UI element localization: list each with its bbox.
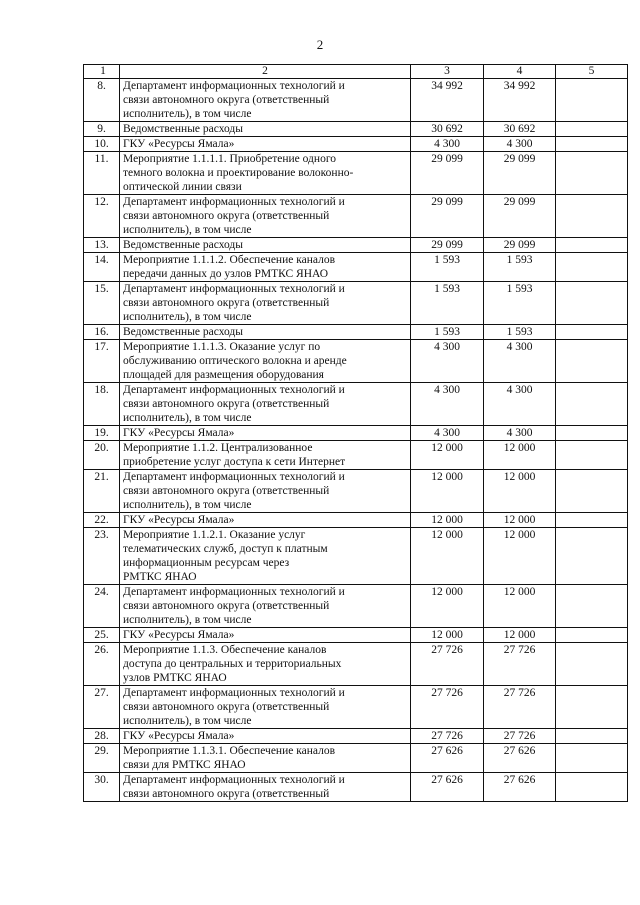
table-row xyxy=(84,470,628,513)
row-number: 25. xyxy=(84,628,120,643)
row-value-col5 xyxy=(556,643,628,686)
description-line: Мероприятие 1.1.1.3. Оказание услуг по xyxy=(123,341,321,353)
description-line: исполнитель), в том числе xyxy=(123,715,252,727)
row-number: 18. xyxy=(84,383,120,426)
row-value-col5 xyxy=(556,528,628,585)
row-description xyxy=(120,137,411,152)
table-header-row xyxy=(84,65,628,79)
table-row xyxy=(84,152,628,195)
row-description xyxy=(120,79,411,122)
row-number: 14. xyxy=(84,253,120,282)
row-value-col3: 4 300 xyxy=(411,137,484,152)
row-value-col5 xyxy=(556,441,628,470)
row-number: 29. xyxy=(84,744,120,773)
description-line: Мероприятие 1.1.1.1. Приобретение одного xyxy=(123,153,336,165)
table-row xyxy=(84,744,628,773)
table-row xyxy=(84,585,628,628)
table-row xyxy=(84,426,628,441)
row-value-col4: 27 726 xyxy=(484,729,556,744)
description-line: узлов РМТКС ЯНАО xyxy=(123,672,227,684)
row-number: 17. xyxy=(84,340,120,383)
row-value-col4: 29 099 xyxy=(484,152,556,195)
description-line: ГКУ «Ресурсы Ямала» xyxy=(123,427,235,439)
row-description xyxy=(120,325,411,340)
row-number: 27. xyxy=(84,686,120,729)
description-line: Департамент информационных технологий и xyxy=(123,283,345,295)
row-description xyxy=(120,383,411,426)
table-row xyxy=(84,282,628,325)
description-line: связи автономного округа (ответственный xyxy=(123,210,330,222)
row-value-col4: 27 626 xyxy=(484,744,556,773)
row-value-col5 xyxy=(556,137,628,152)
description-line: ГКУ «Ресурсы Ямала» xyxy=(123,514,235,526)
row-value-col4: 12 000 xyxy=(484,513,556,528)
row-value-col3: 27 626 xyxy=(411,744,484,773)
row-value-col4: 27 726 xyxy=(484,643,556,686)
row-number: 15. xyxy=(84,282,120,325)
row-value-col3: 34 992 xyxy=(411,79,484,122)
row-value-col3: 12 000 xyxy=(411,470,484,513)
column-header: 5 xyxy=(556,65,628,79)
row-value-col3: 12 000 xyxy=(411,441,484,470)
row-number: 13. xyxy=(84,238,120,253)
row-value-col5 xyxy=(556,628,628,643)
description-line: доступа до центральных и территориальных xyxy=(123,658,342,670)
row-value-col5 xyxy=(556,686,628,729)
description-line: исполнитель), в том числе xyxy=(123,412,252,424)
description-line: исполнитель), в том числе xyxy=(123,499,252,511)
description-line: связи автономного округа (ответственный xyxy=(123,701,330,713)
table-row xyxy=(84,253,628,282)
row-description xyxy=(120,686,411,729)
column-header: 3 xyxy=(411,65,484,79)
description-line: Мероприятие 1.1.3. Обеспечение каналов xyxy=(123,644,327,656)
row-description xyxy=(120,152,411,195)
row-value-col4: 4 300 xyxy=(484,383,556,426)
page-number: 2 xyxy=(316,37,324,52)
row-value-col5 xyxy=(556,585,628,628)
description-line: связи автономного округа (ответственный xyxy=(123,788,330,800)
row-value-col5 xyxy=(556,773,628,802)
row-description xyxy=(120,426,411,441)
description-line: связи автономного округа (ответственный xyxy=(123,398,330,410)
row-value-col5 xyxy=(556,383,628,426)
description-line: исполнитель), в том числе xyxy=(123,614,252,626)
row-value-col4: 27 726 xyxy=(484,686,556,729)
description-line: приобретение услуг доступа к сети Интернет xyxy=(123,456,346,468)
row-value-col5 xyxy=(556,152,628,195)
row-value-col3: 27 726 xyxy=(411,643,484,686)
row-value-col3: 1 593 xyxy=(411,253,484,282)
description-line: связи автономного округа (ответственный xyxy=(123,485,330,497)
description-line: Мероприятие 1.1.2.1. Оказание услуг xyxy=(123,529,306,541)
description-line: темного волокна и проектирование волоконно- xyxy=(123,167,354,179)
row-value-col4: 12 000 xyxy=(484,528,556,585)
row-value-col4: 30 692 xyxy=(484,122,556,137)
row-number: 12. xyxy=(84,195,120,238)
description-line: Департамент информационных технологий и xyxy=(123,586,345,598)
row-description xyxy=(120,238,411,253)
row-number: 16. xyxy=(84,325,120,340)
row-number: 28. xyxy=(84,729,120,744)
row-value-col3: 29 099 xyxy=(411,238,484,253)
row-value-col5 xyxy=(556,122,628,137)
description-line: Департамент информационных технологий и xyxy=(123,196,345,208)
row-value-col4: 1 593 xyxy=(484,253,556,282)
table-row xyxy=(84,628,628,643)
row-description xyxy=(120,585,411,628)
row-value-col4: 12 000 xyxy=(484,441,556,470)
column-header: 4 xyxy=(484,65,556,79)
description-line: связи автономного округа (ответственный xyxy=(123,297,330,309)
row-number: 19. xyxy=(84,426,120,441)
row-value-col5 xyxy=(556,513,628,528)
description-line: ГКУ «Ресурсы Ямала» xyxy=(123,138,235,150)
row-number: 30. xyxy=(84,773,120,802)
row-value-col4: 1 593 xyxy=(484,282,556,325)
table-row xyxy=(84,729,628,744)
description-line: обслуживанию оптического волокна и аренде xyxy=(123,355,347,367)
row-number: 22. xyxy=(84,513,120,528)
row-value-col4: 12 000 xyxy=(484,470,556,513)
row-number: 11. xyxy=(84,152,120,195)
table-row xyxy=(84,528,628,585)
row-value-col3: 29 099 xyxy=(411,195,484,238)
row-value-col3: 12 000 xyxy=(411,528,484,585)
row-value-col4: 4 300 xyxy=(484,137,556,152)
row-value-col4: 29 099 xyxy=(484,238,556,253)
row-value-col3: 27 626 xyxy=(411,773,484,802)
row-description xyxy=(120,528,411,585)
description-line: исполнитель), в том числе xyxy=(123,108,252,120)
row-value-col3: 4 300 xyxy=(411,383,484,426)
row-value-col5 xyxy=(556,195,628,238)
row-description xyxy=(120,628,411,643)
row-value-col5 xyxy=(556,744,628,773)
row-value-col4: 12 000 xyxy=(484,628,556,643)
row-value-col4: 4 300 xyxy=(484,426,556,441)
row-description xyxy=(120,253,411,282)
description-line: Департамент информационных технологий и xyxy=(123,687,345,699)
row-description xyxy=(120,729,411,744)
table-row xyxy=(84,340,628,383)
row-number: 26. xyxy=(84,643,120,686)
row-value-col5 xyxy=(556,426,628,441)
description-line: оптической линии связи xyxy=(123,181,242,193)
table-row xyxy=(84,137,628,152)
description-line: связи для РМТКС ЯНАО xyxy=(123,759,246,771)
row-value-col3: 12 000 xyxy=(411,585,484,628)
row-number: 21. xyxy=(84,470,120,513)
row-number: 8. xyxy=(84,79,120,122)
row-description xyxy=(120,643,411,686)
column-header: 2 xyxy=(120,65,411,79)
row-value-col3: 12 000 xyxy=(411,513,484,528)
row-description xyxy=(120,441,411,470)
row-description xyxy=(120,744,411,773)
description-line: Мероприятие 1.1.3.1. Обеспечение каналов xyxy=(123,745,336,757)
description-line: Мероприятие 1.1.2. Централизованное xyxy=(123,442,313,454)
table-row xyxy=(84,195,628,238)
row-value-col3: 1 593 xyxy=(411,325,484,340)
row-number: 20. xyxy=(84,441,120,470)
description-line: РМТКС ЯНАО xyxy=(123,571,197,583)
row-value-col4: 12 000 xyxy=(484,585,556,628)
row-description xyxy=(120,122,411,137)
row-value-col3: 12 000 xyxy=(411,628,484,643)
row-description xyxy=(120,513,411,528)
description-line: площадей для размещения оборудования xyxy=(123,369,324,381)
row-value-col5 xyxy=(556,325,628,340)
description-line: передачи данных до узлов РМТКС ЯНАО xyxy=(123,268,329,280)
description-line: информационным ресурсам через xyxy=(123,557,290,569)
table-row xyxy=(84,383,628,426)
table-row xyxy=(84,238,628,253)
table-row xyxy=(84,686,628,729)
row-value-col3: 27 726 xyxy=(411,686,484,729)
description-line: Департамент информационных технологий и xyxy=(123,384,345,396)
table-row xyxy=(84,441,628,470)
row-description xyxy=(120,282,411,325)
row-description xyxy=(120,470,411,513)
table-body xyxy=(84,65,628,802)
row-number: 24. xyxy=(84,585,120,628)
description-line: ГКУ «Ресурсы Ямала» xyxy=(123,629,235,641)
row-value-col3: 30 692 xyxy=(411,122,484,137)
row-value-col4: 34 992 xyxy=(484,79,556,122)
description-line: Мероприятие 1.1.1.2. Обеспечение каналов xyxy=(123,254,336,266)
row-value-col5 xyxy=(556,282,628,325)
table-row xyxy=(84,325,628,340)
description-line: ГКУ «Ресурсы Ямала» xyxy=(123,730,235,742)
row-value-col3: 27 726 xyxy=(411,729,484,744)
row-value-col4: 27 626 xyxy=(484,773,556,802)
description-line: Ведомственные расходы xyxy=(123,239,244,251)
description-line: Ведомственные расходы xyxy=(123,326,244,338)
row-value-col5 xyxy=(556,79,628,122)
row-value-col5 xyxy=(556,729,628,744)
description-line: Ведомственные расходы xyxy=(123,123,244,135)
row-description xyxy=(120,340,411,383)
row-value-col3: 1 593 xyxy=(411,282,484,325)
table-row xyxy=(84,773,628,802)
table-row xyxy=(84,79,628,122)
table-row xyxy=(84,122,628,137)
row-number: 10. xyxy=(84,137,120,152)
row-value-col5 xyxy=(556,340,628,383)
row-number: 9. xyxy=(84,122,120,137)
row-description xyxy=(120,195,411,238)
description-line: Департамент информационных технологий и xyxy=(123,774,345,786)
row-value-col3: 4 300 xyxy=(411,426,484,441)
row-description xyxy=(120,773,411,802)
description-line: связи автономного округа (ответственный xyxy=(123,600,330,612)
table-row xyxy=(84,513,628,528)
description-line: Департамент информационных технологий и xyxy=(123,471,345,483)
row-value-col5 xyxy=(556,470,628,513)
description-line: связи автономного округа (ответственный xyxy=(123,94,330,106)
row-value-col5 xyxy=(556,238,628,253)
row-value-col4: 4 300 xyxy=(484,340,556,383)
description-line: исполнитель), в том числе xyxy=(123,224,252,236)
row-value-col5 xyxy=(556,253,628,282)
description-line: исполнитель), в том числе xyxy=(123,311,252,323)
column-header: 1 xyxy=(84,65,120,79)
description-line: телематических служб, доступ к платным xyxy=(123,543,328,555)
description-line: Департамент информационных технологий и xyxy=(123,80,345,92)
row-number: 23. xyxy=(84,528,120,585)
row-value-col3: 4 300 xyxy=(411,340,484,383)
table-row xyxy=(84,643,628,686)
budget-table xyxy=(83,64,628,802)
row-value-col4: 1 593 xyxy=(484,325,556,340)
row-value-col4: 29 099 xyxy=(484,195,556,238)
row-value-col3: 29 099 xyxy=(411,152,484,195)
